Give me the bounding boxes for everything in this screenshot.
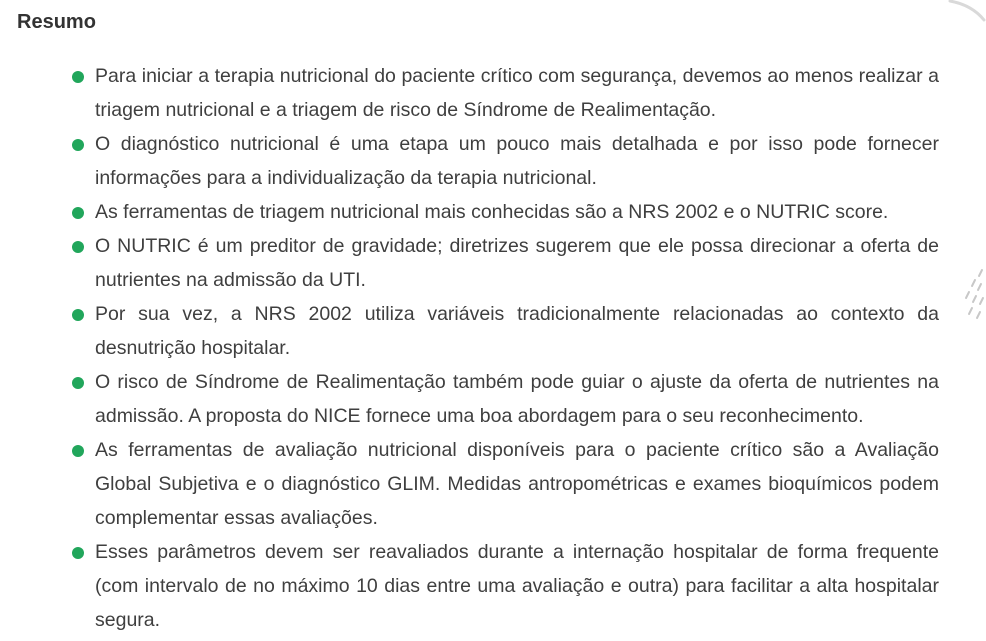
bullet-icon [72,71,84,83]
list-item [0,365,939,433]
list-item-text: O diagnóstico nutricional é uma etapa um pouco mais detalhada e por isso pode fornecer informações para a individualização da terapia nutricional. [95,133,939,189]
bullet-icon [72,445,84,457]
list-item [0,297,939,365]
bullet-icon [72,241,84,253]
list-item-text: As ferramentas de avaliação nutricional disponíveis para o paciente crítico são a Avaliação Global Subjetiva e o diagnóstico GLIM. Medidas antropométricas e exames bioquímicos podem complementar essas avaliações. [95,439,939,529]
list-item-text: Esses parâmetros devem ser reavaliados durante a internação hospitalar de forma frequente (com intervalo de no máximo 10 dias entre uma avaliação e outra) para facilitar a alta hospitalar segura. [95,541,939,631]
bullet-icon [72,547,84,559]
list-item [0,433,939,535]
bullet-icon [72,207,84,219]
list-item-text: O risco de Síndrome de Realimentação também pode guiar o ajuste da oferta de nutrientes na admissão. A proposta do NICE fornece uma boa abordagem para o seu reconhecimento. [95,371,939,427]
list-item [0,59,939,127]
section-title: Resumo [17,11,96,33]
bullet-icon [72,377,84,389]
summary-list [0,59,986,637]
list-item-text: Para iniciar a terapia nutricional do paciente crítico com segurança, devemos ao menos realizar a triagem nutricional e a triagem de risco de Síndrome de Realimentação. [95,65,939,121]
list-item-text: Por sua vez, a NRS 2002 utiliza variáveis tradicionalmente relacionadas ao contexto da desnutrição hospitalar. [95,303,939,359]
list-item-text: As ferramentas de triagem nutricional mais conhecidas são a NRS 2002 e o NUTRIC score. [95,201,889,223]
list-item [0,229,939,297]
corner-curve-decoration [946,0,986,30]
list-item [0,127,939,195]
bullet-icon [72,309,84,321]
bullet-icon [72,139,84,151]
list-item-text: O NUTRIC é um preditor de gravidade; diretrizes sugerem que ele possa direcionar a oferta de nutrientes na admissão da UTI. [95,235,939,291]
list-item [0,195,939,229]
list-item [0,535,939,637]
